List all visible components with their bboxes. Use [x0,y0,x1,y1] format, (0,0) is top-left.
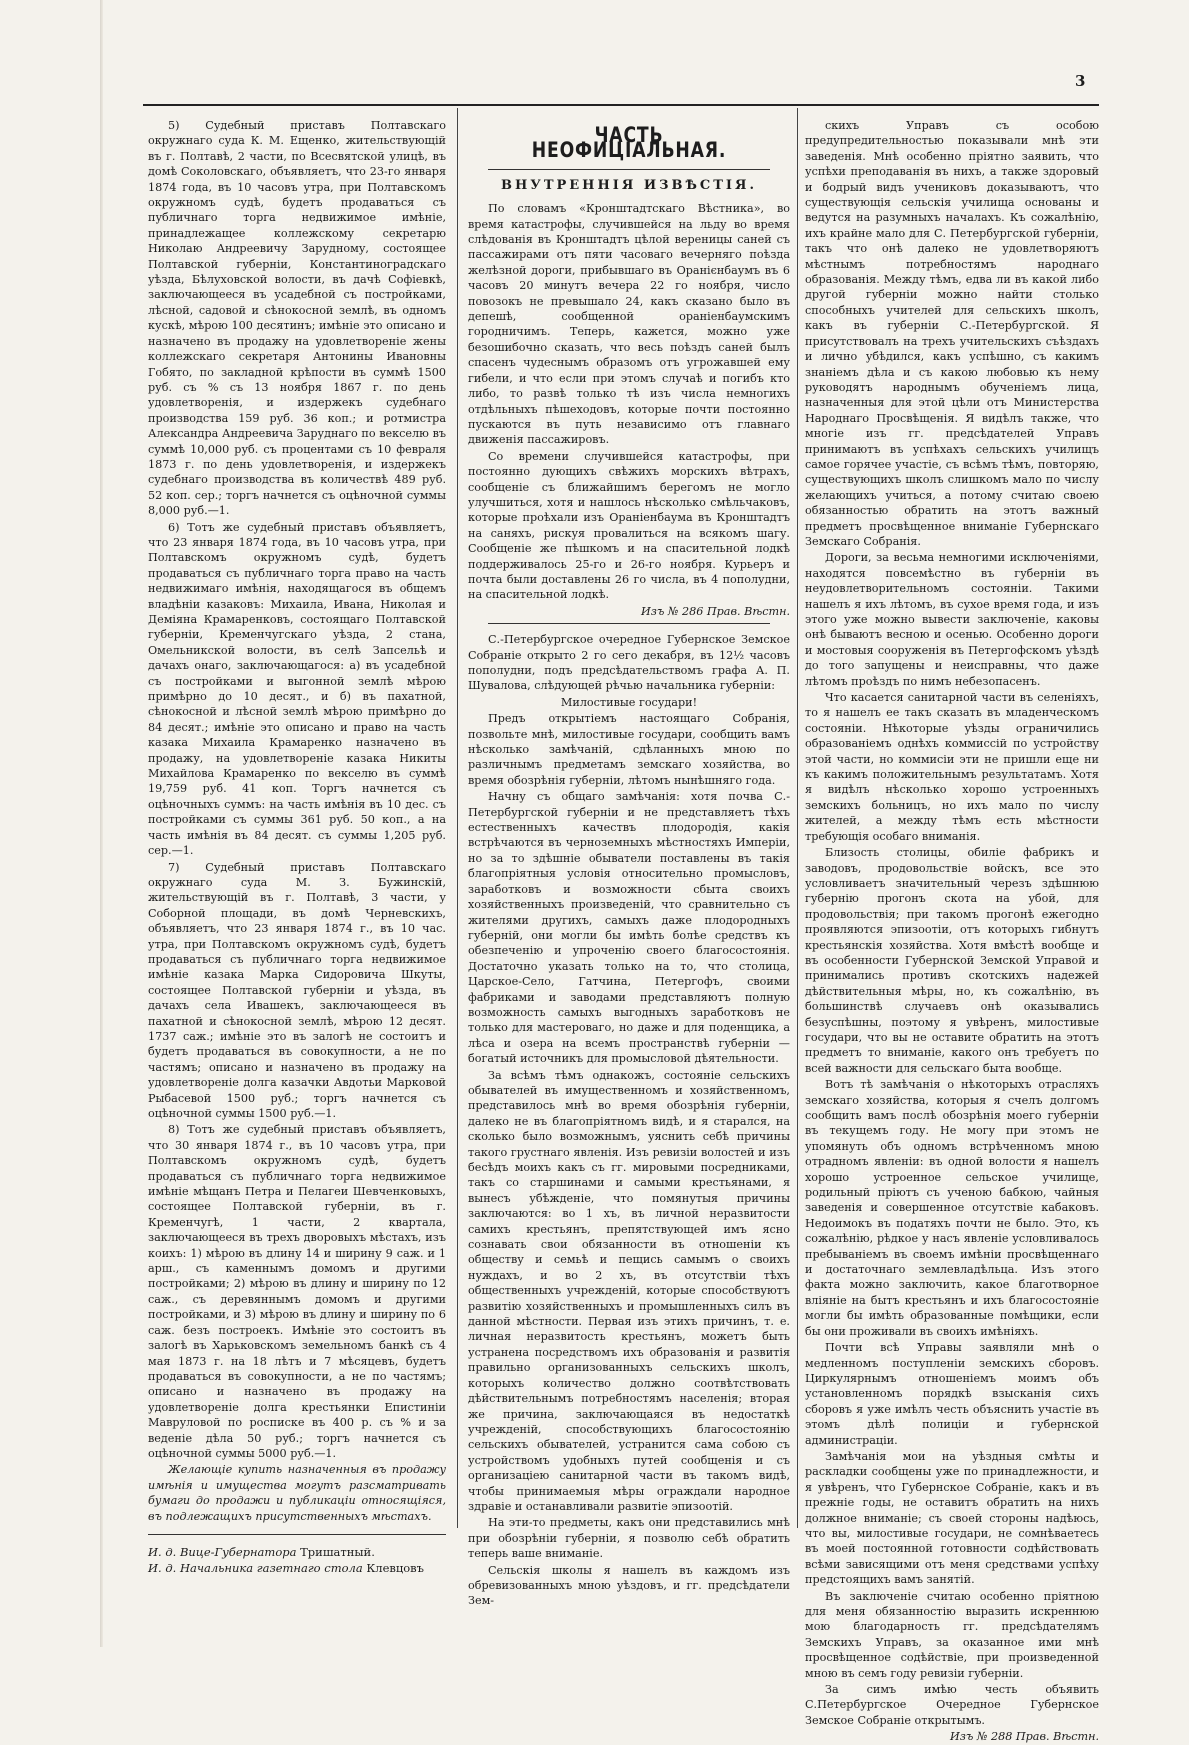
page-number: 3 [1075,72,1086,90]
signature-2-title: И. д. Начальника газетнаго стола [148,1561,363,1576]
notice-5: 5) Судебный приставъ Полтавскаго окружнаго суда К. М. Ещенко, жительствующій въ г. Полтавѣ, 2 части, по Всесвятской улицѣ, въ домѣ Соколовскаго, объявляетъ, что 23-го января 1874 года, въ 10 часовъ утра, при Полтавскомъ окружномъ судѣ, будетъ продаваться съ публичнаго торга недвижимое имѣніе, принадлежащее коллежскому секретарю Николаю Андреевичу Зарудному, состоящее Полтавской губерніи, Константиноградскаго уѣзда, Бѣлуховской волости, въ дачѣ Софіевкѣ, заключающееся въ усадебной съ постройками, лѣсной, садовой и сѣнокосной землѣ, въ одномъ кускѣ, мѣрою 100 десятинъ; имѣніе это описано и назначено въ продажу на удовлетвореніе жены коллежскаго секретаря Антонины Ивановны Гобято, по закладной крѣпости въ суммѣ 1500 руб. съ % съ 13 ноября 1867 г. по день удовлетворенія, и издержекъ судебнаго производства 159 руб. 36 коп.; и ротмистра Александра Андреевича Заруднаго по векселю въ суммѣ 10,000 руб. съ процентами съ 10 февраля 1873 г. по день удовлетворенія, и издержекъ судебнаго производства въ количествѣ 489 руб. 52 коп. сер.; торгъ начнется съ оцѣночной суммы 8,000 руб.—1. [148,119,446,518]
speech-paragraph-4: На эти-то предметы, какъ они представились мнѣ при обозрѣніи губерніи, я позволю себѣ обратить теперь ваше вниманіе. [468,1516,790,1561]
source-288: Изъ № 288 Прав. Вѣстн. [949,1730,1099,1744]
article-zemstvo-intro: С.-Петербургское очередное Губернское Земское Собраніе открыто 2 го сего декабря, въ 12½ часовъ пополудни, подъ предсѣдательствомъ графа А. П. Шувалова, слѣдующей рѣчью начальника губерніи: [468,633,790,693]
article-kronstadt-2: Со времени случившейся катастрофы, при постоянно дующихъ свѣжихъ морскихъ вѣтрахъ, сообщеніе съ ближайшимъ берегомъ не могло улучшиться, хотя и нашлось нѣсколько смѣльчаковъ, которые проѣхали изъ Ораніенбаума въ Кронштадтъ на саняхъ, рискуя провалиться на всякомъ шагу. Сообщеніе же пѣшкомъ и на спасительной лодкѣ поддерживалось 25-го и 26-го ноября. Курьеръ и почта были доставлены 26 го числа, въ 4 пополудни, на спасительной лодкѣ. [468,449,790,602]
header-rule [143,104,1099,106]
signature-rule [148,1534,446,1535]
section-title: ЧАСТЬ НЕОФИЦІАЛЬНАЯ. [531,123,727,163]
speech-remarks: Вотъ тѣ замѣчанія о нѣкоторыхъ отрасляхъ земскаго хозяйства, которыя я счелъ долгомъ сообщить вамъ послѣ обозрѣнія моего губерніи въ текущемъ году. Не могу при этомъ не упомянуть объ одномъ встрѣченномъ мною отрадномъ явленіи: въ одной волости я нашелъ хорошо устроенное сельское училище, родильный пріютъ съ ученою бабкою, чайныя заведенія и совершенное отсутствіе кабаковъ. Недоимокъ въ податяхъ почти не было. Это, къ сожалѣнію, рѣдкое у насъ явленіе условливалось пребываніемъ въ своемъ имѣніи просвѣщеннаго и достаточнаго землевладѣльца. Изъ этого факта можно заключить, какое благотворное вліяніе на бытъ крестьянъ и ихъ благосостояніе могли бы имѣть образованные помѣщики, если бы они проживали въ своихъ имѣніяхъ. [805,1078,1099,1338]
article-rule [488,623,770,624]
source-286: Изъ № 286 Прав. Вѣстн. [640,604,790,618]
middle-column [468,118,790,1608]
signature-1-name: Тришатный. [300,1544,375,1559]
column-divider-right [797,108,798,1528]
article-kronstadt-1: По словамъ «Кронштадтскаго Вѣстника», во время катастрофы, случившейся на льду во время слѣдованія въ Кронштадтъ цѣлой вереницы саней съ пассажирами отъ пяти часоваго вечерняго поѣзда желѣзной дороги, прибывшаго въ Оранієнбаумъ въ 6 часовъ 20 минутъ вечера 22 го ноября, число повозокъ не превышало 24, какъ сказано было въ депешѣ, сообщенной ораніенбаумскимъ городничимъ. Теперь, кажется, можно уже безошибочно сказать, что весь поѣздъ саней былъ спасенъ чудеснымъ образомъ отъ угрожавшей ему гибели, и что если при этомъ случаѣ и погибъ кто либо, то развѣ только тѣ изъ числа немногихъ отдѣльныхъ пѣшеходовъ, которые почти постоянно пускаются въ путь независимо отъ главнаго движенія пассажировъ. [468,202,790,447]
notice-6: 6) Тотъ же судебный приставъ объявляетъ, что 23 января 1874 года, въ 10 часовъ утра, при Полтавскомъ окружномъ судѣ, будетъ продаваться съ публичнаго торга право на часть недвижимаго имѣнія, находящагося въ общемъ владѣніи казаковъ: Михаила, Ивана, Николая и Деміяна Крамаренковъ, состоящаго Полтавской губерніи, Кременчугскаго уѣзда, 2 стана, Омельникской волости, въ селѣ Запсельѣ и дачахъ онаго, заключающагося: а) въ усадебной съ постройками и выгонной землѣ мѣрою примѣрно до 10 десят., и б) въ пахатной, сѣнокосной и лѣсной землѣ мѣрою примѣрно до 84 десят.; имѣніе это описано и право на часть казака Михаила Крамаренко назначено въ продажу, на удовлетвореніе казака Никиты Михайлова Крамаренко по векселю въ суммѣ 19,759 руб. 41 коп. Торгъ начнется съ оцѣночныхъ суммъ: на часть имѣнія въ 10 дес. съ постройками съ суммы 361 руб. 50 коп., а на часть имѣнія въ 84 десят. съ суммы 1,205 руб. сер.—1. [148,520,446,858]
signature-1-title: И. д. Вице-Губернатора [148,1544,297,1559]
salutation: Милостивые государи! [560,695,698,709]
speech-epizootics: Близость столицы, обиліе фабрикъ и заводовъ, продовольствіе войскъ, все это условливаетъ значительный черезъ здѣшнюю губернію прогонъ скота на убой, для продовольствія; при такомъ прогонѣ ежегодно проявляются эпизоотіи, отъ которыхъ гибнутъ крестьянскія хозяйства. Хотя вмѣстѣ вообще и въ особенности Губернской Земской Управой и принимались противъ скотскихъ надежей дѣйствительныя мѣры, но, къ сожалѣнію, въ большинствѣ случаевъ онѣ оказывались безуспѣшны, поэтому я увѣренъ, милостивые государи, что вы не оставите обратить на этотъ предметъ то вниманіе, какого онъ требуетъ по всей важности для сельскаго быта вообще. [805,846,1099,1075]
notice-7: 7) Судебный приставъ Полтавскаго окружнаго суда М. З. Бужинскій, жительствующій въ г. Полтавѣ, 3 части, у Соборной площади, въ домѣ Черневскихъ, объявляетъ, что 23 января 1874 г., въ 10 час. утра, при Полтавскомъ окружномъ судѣ, будетъ продаваться съ публичнаго торга недвижимое имѣніе казака Марка Сидоровича Шкуты, состоящее Полтавской губерніи и уѣзда, въ дачахъ села Ивашекъ, заключающееся въ пахатной и сѣнокосной землѣ, мѣрою 12 десят. 1737 саж.; имѣніе это въ залогѣ не состоитъ и будетъ продаваться въ совокупности, а не по частямъ; описано и назначено въ продажу на удовлетвореніе долга казачки Авдотьи Марковой Рыбасевой 1500 руб.; торгъ начнется съ оцѣночной суммы 1500 руб.—1. [148,860,446,1120]
speech-conclusion: Въ заключеніе считаю особенно пріятною для меня обязанностію выразить искреннюю мою благодарность гг. предсѣдателямъ Земскихъ Управъ, за оказанное ими мнѣ просвѣщенное содѣйствіе, при произведенной мною въ семъ году ревизіи губерніи. [805,1589,1099,1680]
speech-collections: Почти всѣ Управы заявляли мнѣ о медленномъ поступленіи земскихъ сборовъ. Циркулярнымъ отношеніемъ моимъ объ установленномъ порядкѣ взысканія сихъ сборовъ я уже имѣлъ честь объяснить участіе въ этомъ дѣлѣ полиціи и губернской администраціи. [805,1341,1099,1447]
binding-spine [100,0,103,1647]
section-rule [488,169,770,170]
speech-paragraph-1: Предъ открытіемъ настоящаго Собранія, позвольте мнѣ, милостивые государи, сообщить вамъ нѣсколько замѣчаній, сдѣланныхъ мною по различнымъ предметамъ земскаго хозяйства, во время обозрѣнія губерніи, лѣтомъ нынѣшняго года. [468,712,790,787]
signature-2-name: Клевцовъ [366,1561,424,1576]
buyers-note: Желающіе купить назначенныя въ продажу имѣнія и имущества могутъ разсматривать бумаги до продажи и публикаціи относящіяся, въ подлежащихъ присутственныхъ мѣстахъ. [148,1463,446,1523]
left-column [148,118,446,1576]
right-column [805,118,1099,1744]
speech-roads: Дороги, за весьма немногими исключеніями, находятся повсемѣстно въ губерніи въ неудовлетворительномъ состояніи. Такими нашелъ я ихъ лѣтомъ, въ сухое время года, и изъ этого уже можно вывести заключеніе, каковы онѣ бываютъ весною и осенью. Особенно дороги и мостовыя сооруженія въ Петергофскомъ уѣздѣ до того запущены и неисправны, что даже лѣтомъ проѣздъ по нимъ небезопасенъ. [805,551,1099,688]
speech-paragraph-3: За всѣмъ тѣмъ однакожъ, состояніе сельскихъ обывателей въ имущественномъ и хозяйственномъ, представилось мнѣ во время обозрѣнія губерніи, далеко не въ благопріятномъ видѣ, и я старался, на сколько было возможнымъ, уяснить себѣ причины такого грустнаго явленія. Изъ ревизіи волостей и изъ бесѣдъ моихъ какъ съ гг. мировыми посредниками, такъ со старшинами и самыми крестьянами, я вынесъ убѣжденіе, что помянутыя причины заключаются: во 1 хъ, въ личной неразвитости самихъ крестьянъ, препятствующей имъ ясно сознавать свои обязанности въ отношеніи къ обществу и семьѣ и пещись самымъ о своихъ нуждахъ, и во 2 хъ, въ отсутствіи тѣхъ общественныхъ учрежденій, которые способствуютъ развитію хозяйственныхъ и промышленныхъ силъ въ данной мѣстности. Первая изъ этихъ причинъ, т. е. личная неразвитость крестьянъ, можетъ быть устранена посредствомъ ихъ образованія и развитія правильно организованныхъ сельскихъ школъ, которыхъ количество должно соотвѣтствовать дѣйствительнымъ потребностямъ населенія; вторая же причина, заключающаяся въ недостаткѣ учрежденій, способствующихъ благосостоянію сельскихъ обывателей, устранится сама собою съ устройствомъ удобныхъ путей сообщенія и съ организаціею санитарной части въ такомъ видѣ, чтобы принимаемыя мѣры ограждали народное здравіе и останавливали развитіе эпизоотій. [468,1068,790,1513]
signature-vice-governor [148,1545,446,1560]
speech-paragraph-5: Сельскія школы я нашелъ въ каждомъ изъ обревизованныхъ мною уѣздовъ, и гг. предсѣдатели Зем- [468,1563,790,1608]
notice-8: 8) Тотъ же судебный приставъ объявляетъ, что 30 января 1874 г., въ 10 часовъ утра, при Полтавскомъ окружномъ судѣ, будетъ продаваться съ публичнаго торга недвижимое имѣніе мѣщанъ Петра и Пелагеи Шевченковыхъ, состоящее Полтавской губерніи, въ г. Кременчугѣ, 1 части, 2 квартала, заключающееся въ трехъ дворовыхъ мѣстахъ, изъ коихъ: 1) мѣрою въ длину 14 и ширину 9 саж. и 1 арш., съ каменнымъ домомъ и другими постройками; 2) мѣрою въ длину и ширину по 12 саж., съ деревяннымъ домомъ и другими постройками, и 3) мѣрою въ длину и ширину по 6 саж. безъ построекъ. Имѣніе это состоитъ въ залогѣ въ Харьковскомъ земельномъ банкѣ съ 4 мая 1873 г. на 18 лѣтъ и 7 мѣсяцевъ, будетъ продаваться въ совокупности, а не по частямъ; описано и назначено въ продажу на удовлетвореніе долга крестьянки Епистиніи Мавруловой по росписке въ 400 р. съ % и за веденіе дѣла 50 руб.; торгъ начнется съ оцѣночной суммы 5000 руб.—1. [148,1123,446,1460]
speech-paragraph-2: Начну съ общаго замѣчанія: хотя почва С.-Петербургской губерніи и не представляетъ тѣхъ естественныхъ качествъ плодородія, какія встрѣчаются въ черноземныхъ мѣстностяхъ Имперіи, но за то здѣшніе обыватели поставлены въ такія благопріятныя условія относительно промысловъ, заработковъ и возможности сбыта своихъ хозяйственныхъ произведеній, что сравнительно съ жителями другихъ, самыхъ даже плодородныхъ губерній, они могли бы имѣть болѣе средствъ къ обезпеченію и упроченію своего благосостоянія. Достаточно указать только на то, что столица, Царское-Село, Гатчина, Петергофъ, своими фабриками и заводами представляютъ полную возможность самыхъ выгодныхъ заработковъ не только для мастероваго, но даже и для поденщика, а лѣса и озера на всемъ пространствѣ губерніи — богатый источникъ для промысловой дѣятельности. [468,790,790,1066]
speech-opening: За симъ имѣю честь объявить С.Петербургское Очередное Губернское Земское Собраніе открытымъ. [805,1683,1099,1727]
speech-estimates: Замѣчанія мои на уѣздныя смѣты и раскладки сообщены уже по принадлежности, и я увѣренъ, что Губернское Собраніе, какъ и въ прежніе годы, не оставитъ обратить на нихъ должное вниманіе; съ своей стороны надѣюсь, что вы, милостивые государи, не сомнѣваетесь въ моей постоянной готовности содѣйствовать всѣми зависящими отъ меня средствами успѣху предстоящихъ вамъ занятій. [805,1449,1099,1587]
section-subtitle: ВНУТРЕННІЯ ИЗВѢСТІЯ. [501,177,757,193]
signature-desk-head [148,1561,446,1576]
speech-sanitation: Что касается санитарной части въ селеніяхъ, то я нашелъ ее такъ сказать въ младенческомъ состояніи. Нѣкоторые уѣзды ограничились образованіемъ однѣхъ коммиссій по устройству этой части, но коммисіи эти не пришли еще ни къ какимъ положительнымъ результатамъ. Хотя я видѣлъ нѣсколько хорошо устроенныхъ земскихъ больницъ, но ихъ мало по числу жителей, а между тѣмъ есть мѣстности требующія особаго вниманія. [805,691,1099,843]
column-divider-left [457,108,458,1528]
speech-schools: скихъ Управъ съ особою предупредительностью показывали мнѣ эти заведенія. Мнѣ особенно пріятно заявить, что успѣхи преподаванія въ нихъ, а также здоровый и бодрый видъ учениковъ доказываютъ, что существующія сельскія училища основаны и ведутся на разумныхъ началахъ. Къ сожалѣнію, ихъ крайне мало для С. Петербургской губерніи, такъ что онѣ далеко не удовлетворяютъ мѣстнымъ потребностямъ народнаго образованія. Между тѣмъ, едва ли въ какой либо другой губерніи можно найти столько способныхъ учителей для сельскихъ школъ, какъ въ губерніи С.-Петербургской. Я присутствовалъ на трехъ учительскихъ съѣздахъ и лично убѣдился, какъ успѣшно, съ какимъ знаніемъ дѣла и съ какою любовью къ нему руководятъ народнымъ обученіемъ лица, назначенныя для этой цѣли отъ Министерства Народнаго Просвѣщенія. Я видѣлъ также, что многіе изъ гг. предсѣдателей Управъ принимаютъ въ успѣхахъ сельскихъ училищъ самое горячее участіе, съ всѣмъ тѣмъ, повторяю, существующихъ школъ слишкомъ мало по числу желающихъ учиться, а потому считаю своею обязанностью обратить на этотъ важный предметъ просвѣщенное вниманіе Губернскаго Земскаго Собранія. [805,119,1099,548]
